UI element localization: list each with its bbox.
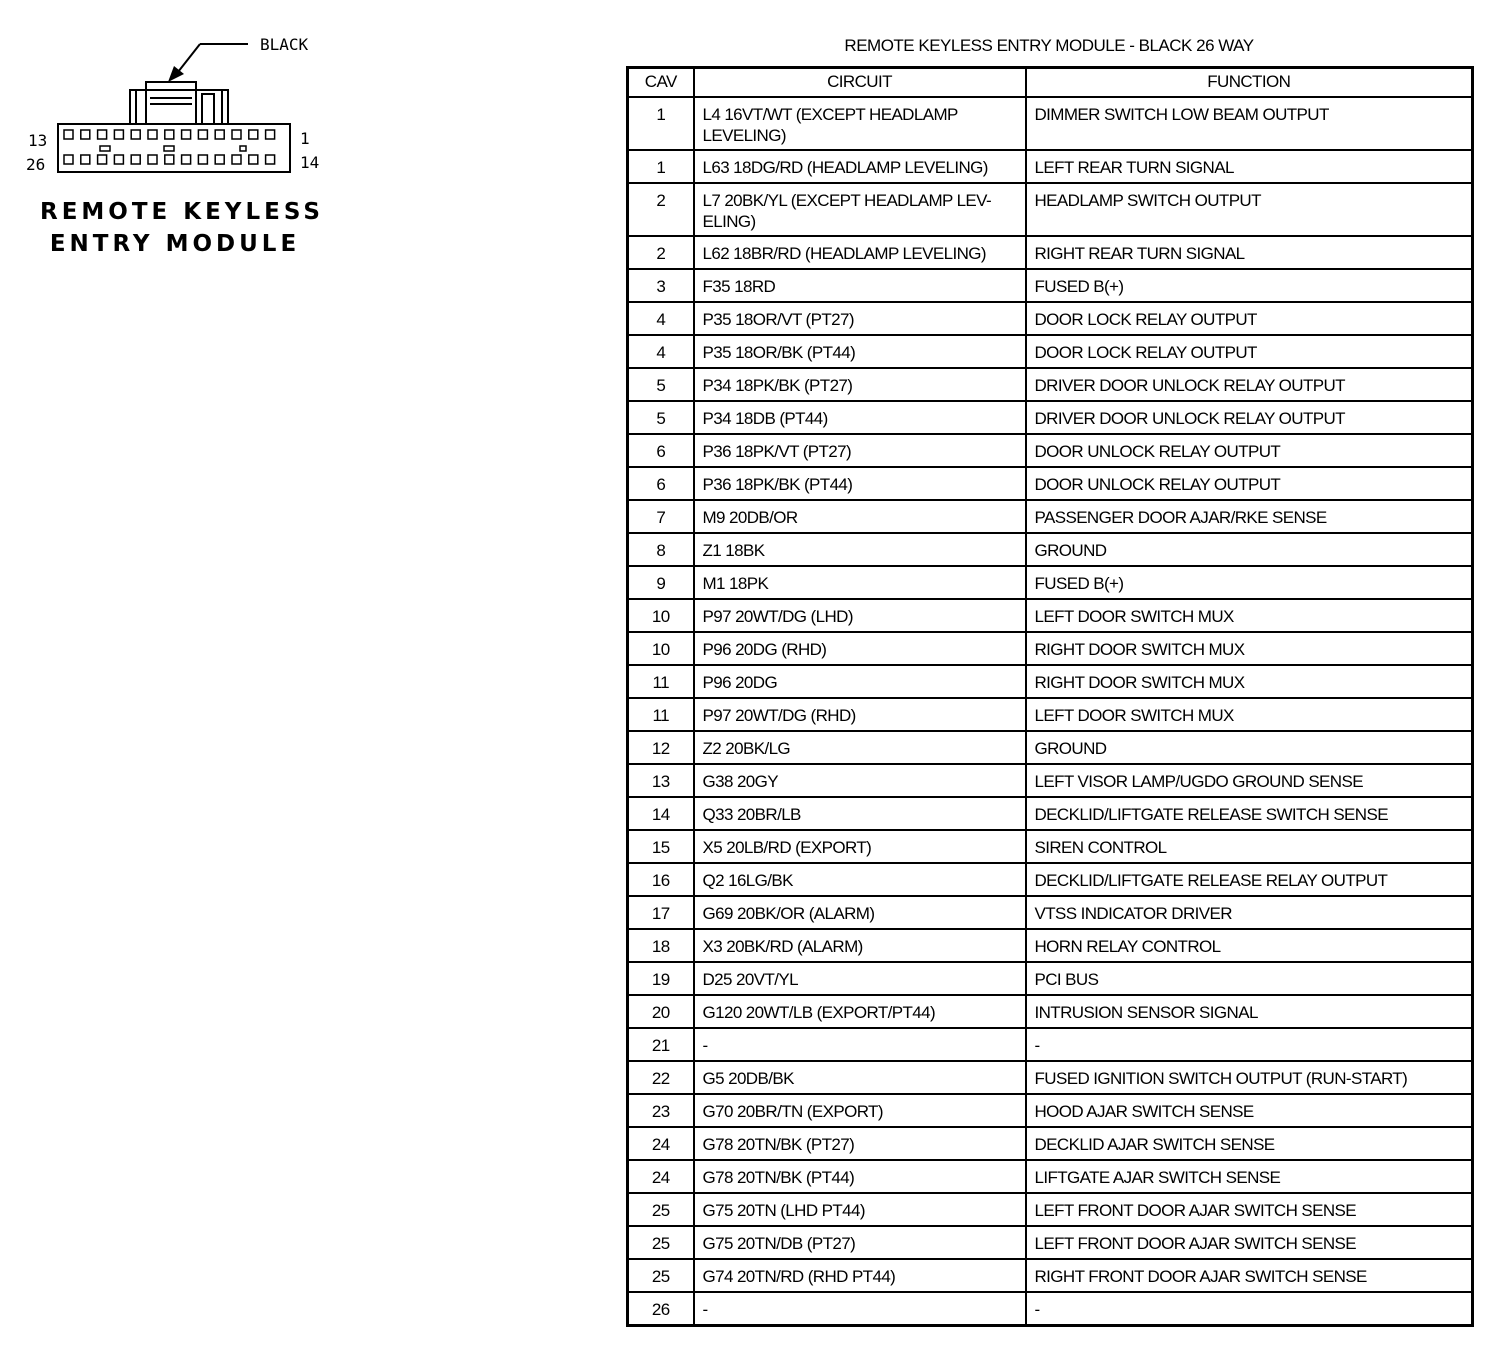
circuit-cell: D25 20VT/YL: [694, 962, 1026, 995]
function-cell: LIFTGATE AJAR SWITCH SENSE: [1026, 1160, 1473, 1193]
circuit-cell: Z2 20BK/LG: [694, 731, 1026, 764]
table-row: [628, 764, 1473, 797]
function-cell: HORN RELAY CONTROL: [1026, 929, 1473, 962]
pin-label-26: 26: [26, 155, 46, 174]
module-name-line1: REMOTE KEYLESS: [40, 199, 324, 225]
pin-label-14: 14: [300, 153, 320, 172]
cav-cell: 1: [628, 150, 694, 183]
function-cell: RIGHT DOOR SWITCH MUX: [1026, 665, 1473, 698]
circuit-cell: P97 20WT/DG (RHD): [694, 698, 1026, 731]
function-cell: LEFT DOOR SWITCH MUX: [1026, 698, 1473, 731]
cav-cell: 21: [628, 1028, 694, 1061]
table-row: [628, 632, 1473, 665]
function-cell: DOOR LOCK RELAY OUTPUT: [1026, 335, 1473, 368]
cav-cell: 2: [628, 236, 694, 269]
cav-cell: 8: [628, 533, 694, 566]
cav-cell: 20: [628, 995, 694, 1028]
table-row: [628, 1061, 1473, 1094]
circuit-cell: G70 20BR/TN (EXPORT): [694, 1094, 1026, 1127]
table-row: [628, 731, 1473, 764]
cav-cell: 7: [628, 500, 694, 533]
cav-cell: 12: [628, 731, 694, 764]
function-cell: VTSS INDICATOR DRIVER: [1026, 896, 1473, 929]
table-row: [628, 929, 1473, 962]
table-row: [628, 1094, 1473, 1127]
function-cell: HEADLAMP SWITCH OUTPUT: [1026, 183, 1473, 236]
table-row: [628, 434, 1473, 467]
table-row: [628, 797, 1473, 830]
circuit-cell: M9 20DB/OR: [694, 500, 1026, 533]
function-cell: LEFT FRONT DOOR AJAR SWITCH SENSE: [1026, 1193, 1473, 1226]
circuit-cell: L4 16VT/WT (EXCEPT HEADLAMP LEVELING): [694, 97, 1026, 150]
table-row: [628, 467, 1473, 500]
cav-cell: 15: [628, 830, 694, 863]
circuit-cell: G38 20GY: [694, 764, 1026, 797]
table-title: REMOTE KEYLESS ENTRY MODULE - BLACK 26 WAY: [844, 36, 1254, 55]
module-name-line2: ENTRY MODULE: [49, 231, 301, 257]
circuit-cell: X3 20BK/RD (ALARM): [694, 929, 1026, 962]
circuit-cell: P35 18OR/BK (PT44): [694, 335, 1026, 368]
table-row: [628, 269, 1473, 302]
table-row: [628, 1259, 1473, 1292]
cav-cell: 24: [628, 1160, 694, 1193]
circuit-cell: P96 20DG: [694, 665, 1026, 698]
circuit-cell: P97 20WT/DG (LHD): [694, 599, 1026, 632]
function-cell: LEFT REAR TURN SIGNAL: [1026, 150, 1473, 183]
circuit-cell: -: [694, 1028, 1026, 1061]
circuit-cell: P35 18OR/VT (PT27): [694, 302, 1026, 335]
cav-cell: 4: [628, 335, 694, 368]
function-cell: DECKLID AJAR SWITCH SENSE: [1026, 1127, 1473, 1160]
table-row: [628, 1028, 1473, 1061]
circuit-cell: L7 20BK/YL (EXCEPT HEADLAMP LEV-ELING): [694, 183, 1026, 236]
table-row: [628, 1160, 1473, 1193]
function-cell: INTRUSION SENSOR SIGNAL: [1026, 995, 1473, 1028]
circuit-cell: P34 18DB (PT44): [694, 401, 1026, 434]
table-row: [628, 335, 1473, 368]
function-cell: LEFT VISOR LAMP/UGDO GROUND SENSE: [1026, 764, 1473, 797]
function-cell: PASSENGER DOOR AJAR/RKE SENSE: [1026, 500, 1473, 533]
circuit-cell: G75 20TN/DB (PT27): [694, 1226, 1026, 1259]
function-cell: FUSED B(+): [1026, 269, 1473, 302]
circuit-cell: G69 20BK/OR (ALARM): [694, 896, 1026, 929]
circuit-cell: G75 20TN (LHD PT44): [694, 1193, 1026, 1226]
cav-cell: 25: [628, 1193, 694, 1226]
header-function: FUNCTION: [1026, 68, 1473, 98]
table-row: [628, 1193, 1473, 1226]
circuit-cell: L62 18BR/RD (HEADLAMP LEVELING): [694, 236, 1026, 269]
table-row: [628, 183, 1473, 236]
pin-label-13: 13: [28, 131, 48, 150]
cav-cell: 11: [628, 665, 694, 698]
connector-latch: [130, 82, 228, 124]
cav-cell: 1: [628, 97, 694, 150]
function-cell: DOOR UNLOCK RELAY OUTPUT: [1026, 434, 1473, 467]
table-row: [628, 863, 1473, 896]
table-row: [628, 150, 1473, 183]
circuit-cell: Q33 20BR/LB: [694, 797, 1026, 830]
module-name: [40, 196, 324, 260]
table-row: [628, 665, 1473, 698]
circuit-cell: G78 20TN/BK (PT27): [694, 1127, 1026, 1160]
table-row: [628, 698, 1473, 731]
function-cell: FUSED B(+): [1026, 566, 1473, 599]
cav-cell: 17: [628, 896, 694, 929]
function-cell: RIGHT DOOR SWITCH MUX: [1026, 632, 1473, 665]
callout-arrow: [168, 44, 248, 82]
cav-cell: 14: [628, 797, 694, 830]
circuit-cell: G5 20DB/BK: [694, 1061, 1026, 1094]
pinout-table: [626, 66, 1474, 1327]
table-row: [628, 236, 1473, 269]
cav-cell: 6: [628, 434, 694, 467]
function-cell: SIREN CONTROL: [1026, 830, 1473, 863]
circuit-cell: G74 20TN/RD (RHD PT44): [694, 1259, 1026, 1292]
function-cell: DOOR UNLOCK RELAY OUTPUT: [1026, 467, 1473, 500]
cav-cell: 26: [628, 1292, 694, 1326]
function-cell: RIGHT REAR TURN SIGNAL: [1026, 236, 1473, 269]
cav-cell: 4: [628, 302, 694, 335]
cav-cell: 6: [628, 467, 694, 500]
cav-cell: 18: [628, 929, 694, 962]
circuit-cell: G78 20TN/BK (PT44): [694, 1160, 1026, 1193]
table-row: [628, 368, 1473, 401]
table-row: [628, 1226, 1473, 1259]
circuit-cell: M1 18PK: [694, 566, 1026, 599]
cav-cell: 10: [628, 632, 694, 665]
function-cell: FUSED IGNITION SWITCH OUTPUT (RUN-START): [1026, 1061, 1473, 1094]
table-row: [628, 401, 1473, 434]
table-row: [628, 566, 1473, 599]
function-cell: DIMMER SWITCH LOW BEAM OUTPUT: [1026, 97, 1473, 150]
cav-cell: 3: [628, 269, 694, 302]
table-row: [628, 830, 1473, 863]
function-cell: DRIVER DOOR UNLOCK RELAY OUTPUT: [1026, 401, 1473, 434]
function-cell: PCI BUS: [1026, 962, 1473, 995]
circuit-cell: Z1 18BK: [694, 533, 1026, 566]
cav-cell: 16: [628, 863, 694, 896]
table-row: [628, 599, 1473, 632]
table-header-row: [628, 68, 1473, 98]
circuit-cell: Q2 16LG/BK: [694, 863, 1026, 896]
table-row: [628, 1292, 1473, 1326]
table-row: [628, 962, 1473, 995]
function-cell: DOOR LOCK RELAY OUTPUT: [1026, 302, 1473, 335]
circuit-cell: F35 18RD: [694, 269, 1026, 302]
function-cell: GROUND: [1026, 731, 1473, 764]
table-row: [628, 1127, 1473, 1160]
function-cell: HOOD AJAR SWITCH SENSE: [1026, 1094, 1473, 1127]
header-cav: CAV: [628, 68, 694, 98]
cav-cell: 25: [628, 1226, 694, 1259]
function-cell: -: [1026, 1028, 1473, 1061]
circuit-cell: X5 20LB/RD (EXPORT): [694, 830, 1026, 863]
table-row: [628, 302, 1473, 335]
cav-cell: 23: [628, 1094, 694, 1127]
cav-cell: 25: [628, 1259, 694, 1292]
circuit-cell: P96 20DG (RHD): [694, 632, 1026, 665]
function-cell: LEFT DOOR SWITCH MUX: [1026, 599, 1473, 632]
cav-cell: 5: [628, 401, 694, 434]
function-cell: RIGHT FRONT DOOR AJAR SWITCH SENSE: [1026, 1259, 1473, 1292]
cav-cell: 2: [628, 183, 694, 236]
circuit-cell: P36 18PK/VT (PT27): [694, 434, 1026, 467]
circuit-cell: G120 20WT/LB (EXPORT/PT44): [694, 995, 1026, 1028]
circuit-cell: -: [694, 1292, 1026, 1326]
function-cell: DECKLID/LIFTGATE RELEASE RELAY OUTPUT: [1026, 863, 1473, 896]
circuit-cell: L63 18DG/RD (HEADLAMP LEVELING): [694, 150, 1026, 183]
table-row: [628, 995, 1473, 1028]
connector-diagram: [0, 0, 330, 190]
function-cell: GROUND: [1026, 533, 1473, 566]
pin-label-1: 1: [300, 129, 310, 148]
function-cell: -: [1026, 1292, 1473, 1326]
cav-cell: 13: [628, 764, 694, 797]
cav-cell: 11: [628, 698, 694, 731]
cav-cell: 5: [628, 368, 694, 401]
connector-color-label: BLACK: [260, 35, 309, 54]
circuit-cell: P36 18PK/BK (PT44): [694, 467, 1026, 500]
cav-cell: 24: [628, 1127, 694, 1160]
function-cell: DECKLID/LIFTGATE RELEASE SWITCH SENSE: [1026, 797, 1473, 830]
header-circuit: CIRCUIT: [694, 68, 1026, 98]
table-row: [628, 896, 1473, 929]
cav-cell: 19: [628, 962, 694, 995]
function-cell: DRIVER DOOR UNLOCK RELAY OUTPUT: [1026, 368, 1473, 401]
table-row: [628, 533, 1473, 566]
cav-cell: 9: [628, 566, 694, 599]
table-row: [628, 500, 1473, 533]
cav-cell: 22: [628, 1061, 694, 1094]
circuit-cell: P34 18PK/BK (PT27): [694, 368, 1026, 401]
table-row: [628, 97, 1473, 150]
cav-cell: 10: [628, 599, 694, 632]
function-cell: LEFT FRONT DOOR AJAR SWITCH SENSE: [1026, 1226, 1473, 1259]
